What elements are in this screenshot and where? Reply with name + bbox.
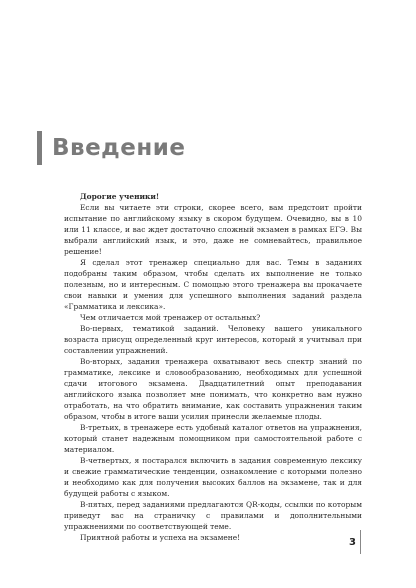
paragraph: В-четвертых, я постарался включить в задания современную лексику и свежие грамматические тенденции, ознакомление с которыми полезно и необходимо как для получения высоких баллов на экзамене, так и для будущей работы с языком. xyxy=(64,456,362,498)
page-number: 3 xyxy=(349,537,356,548)
paragraph: В-третьих, в тренажере есть удобный каталог ответов на упражнения, который станет надежным помощником при самостоятельной работе с материалом. xyxy=(64,423,362,454)
page-title: Введение xyxy=(52,135,186,161)
paragraph: Во-первых, тематикой заданий. Человеку вашего уникального возраста присущ определенный круг интересов, который я учитывал при составлении упражнений. xyxy=(64,324,362,355)
body-text xyxy=(64,191,362,543)
page-number-divider xyxy=(360,530,361,554)
paragraph: Я сделал этот тренажер специально для вас. Темы в заданиях подобраны таким образом, чтобы сделать их выполнение не только полезным, но и интересным. С помощью этого тренажера вы прокачаете свои навыки и умения для успешного выполнения заданий раздела «Грамматика и лексика». xyxy=(64,258,362,311)
heading-accent-bar xyxy=(37,131,42,165)
paragraph: Чем отличается мой тренажер от остальных? xyxy=(80,313,261,322)
paragraph: Если вы читаете эти строки, скорее всего, вам предстоит пройти испытание по английскому языку в скором будущем. Очевидно, вы в 10 или 11 классе, и вас ждет достаточно сложный экзамен в рамках ЕГЭ. Вы выбрали английский язык, и это, даже не сомневайтесь, правильное решение! xyxy=(64,203,362,256)
section-heading xyxy=(37,131,185,165)
paragraph: В-пятых, перед заданиями предлагаются QR-коды, ссылки по которым приведут вас на страничку с правилами и дополнительными упражнениями по соответствующей теме. xyxy=(64,500,362,531)
greeting: Дорогие ученики! xyxy=(80,192,160,201)
paragraph: Во-вторых, задания тренажера охватывают весь спектр знаний по грамматике, лексике и словообразованию, необходимых для успешной сдачи итогового экзамена. Двадцатилетний опыт преподавания английского языка позволяет мне понимать, что конкретно вам нужно отработать, на что обратить внимание, как составить упражнения таким образом, чтобы в итоге ваши усилия принесли желаемые плоды. xyxy=(64,357,362,421)
paragraph: Приятной работы и успеха на экзамене! xyxy=(80,533,241,542)
